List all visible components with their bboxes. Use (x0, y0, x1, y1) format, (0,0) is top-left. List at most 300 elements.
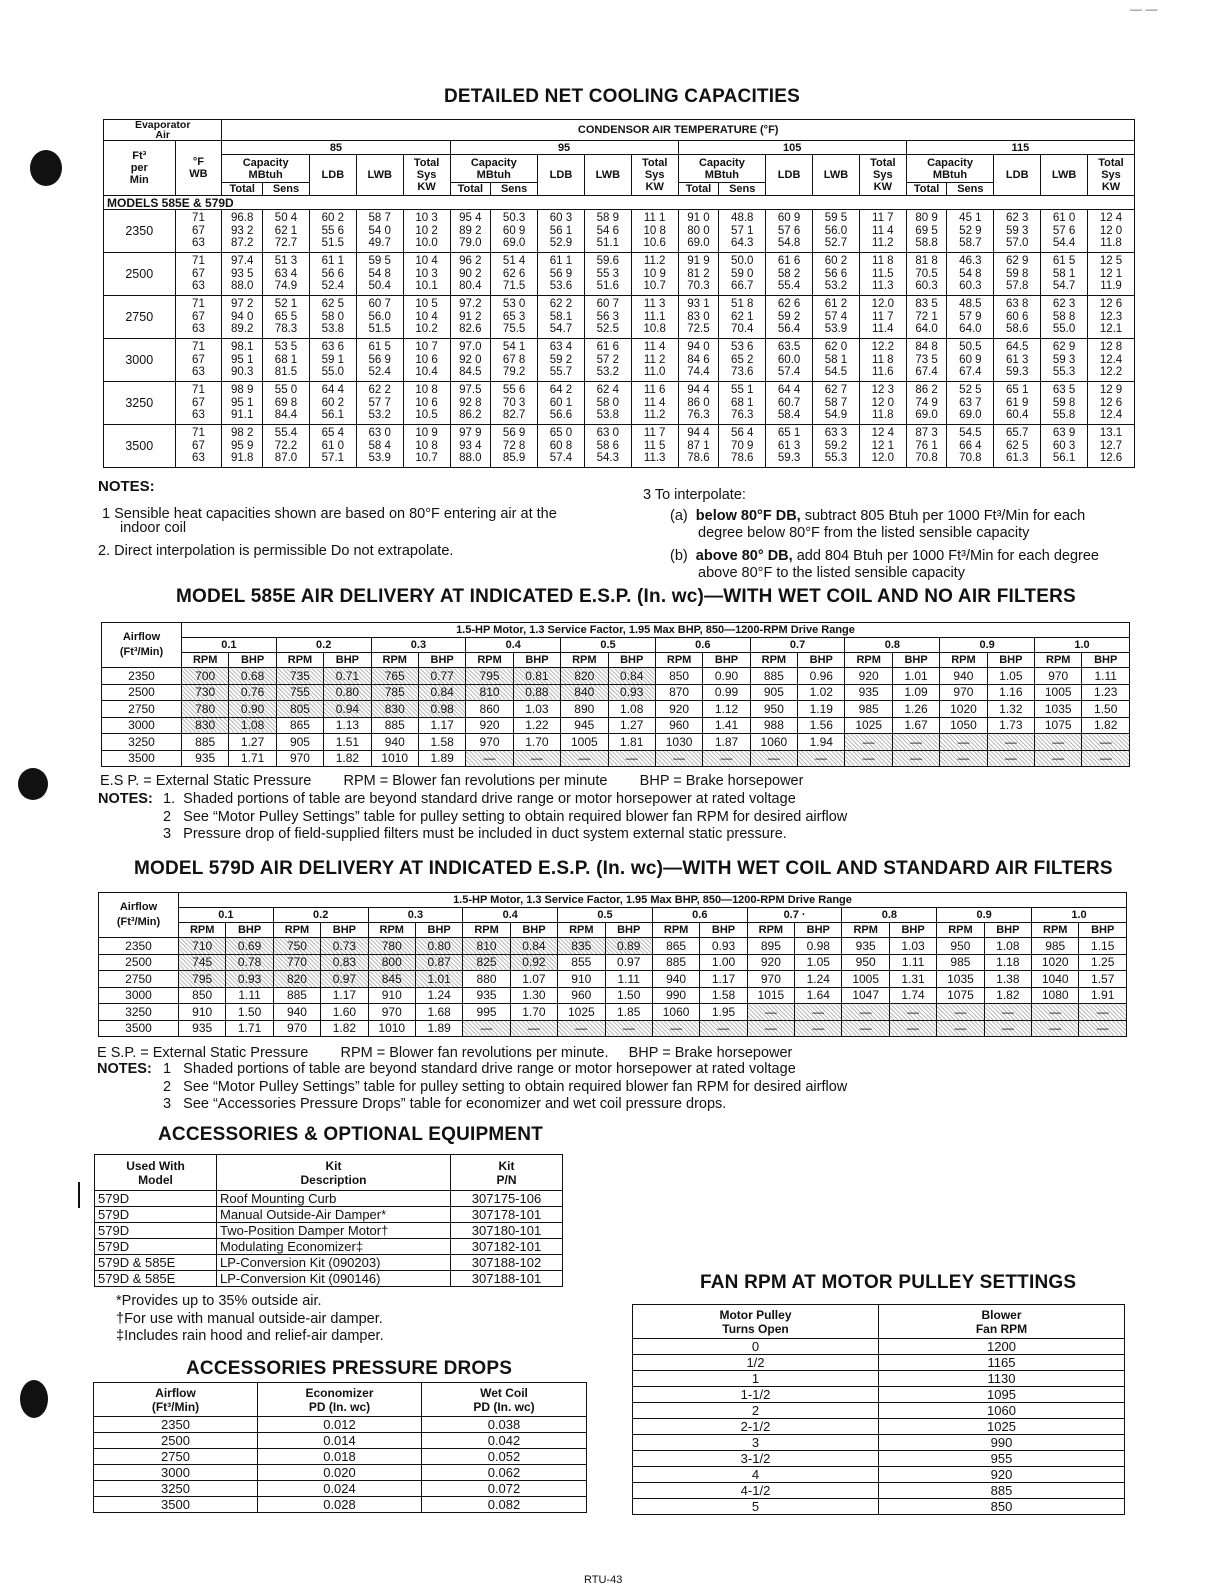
delivery-579d-legend: E S.P. = External Static Pressure RPM = Blower fan revolutions per minute. BHP = Brake horsepower (97, 1045, 793, 1061)
accessories-table (94, 1154, 563, 1287)
bhp-value: 1.11 (226, 987, 273, 1004)
bhp-value: 1.31 (889, 971, 936, 988)
capacity-cell: 62 2 58.1 54.7 (538, 296, 585, 339)
bhp-header: BHP (321, 923, 368, 938)
capacity-cell: 53 5 68 1 81.5 (263, 339, 310, 382)
bhp-value: 0.84 (608, 668, 655, 685)
capacity-cell: 61 6 58 2 55.4 (766, 253, 813, 296)
rpm-header: RPM (463, 923, 510, 938)
capacity-cell: 11 7 11 5 11.3 (631, 425, 678, 468)
fan-rpm-value: 850 (879, 1499, 1125, 1515)
rpm-value: 935 (182, 750, 229, 767)
rpm-value: — (1032, 1004, 1079, 1021)
rpm-value: 940 (652, 971, 699, 988)
total-header: Total (906, 183, 947, 196)
bhp-value: 1.07 (510, 971, 557, 988)
capacity-cell: 63 3 59.2 55.3 (813, 425, 860, 468)
airflow-value: 2350 (102, 668, 182, 685)
total-header: Total (222, 183, 263, 196)
table-row (99, 987, 1127, 1004)
rpm-value: 920 (655, 701, 702, 718)
rpm-value: 935 (179, 1020, 226, 1037)
delivery-579d-note-2: 2 See “Motor Pulley Settings” table for pulley setting to obtain required blower fan RPM for desired airflow (163, 1079, 848, 1095)
capacity-cell: 12.0 11 7 11.4 (859, 296, 906, 339)
rpm-value: 1010 (371, 750, 418, 767)
capacity-cell: 59 5 56.0 52.7 (813, 210, 860, 253)
capacity-cell: 62 0 58 1 54.5 (813, 339, 860, 382)
capacity-cell: 94 0 84 6 74.4 (678, 339, 719, 382)
models-label: MODELS 585E & 579D (104, 196, 1135, 210)
table-row (633, 1435, 1125, 1451)
rpm-value: 935 (463, 987, 510, 1004)
delivery-579d-note-1: 1 Shaded portions of table are beyond standard drive range or motor horsepower at rated voltage (163, 1061, 796, 1077)
wb-values: 71 67 63 (175, 425, 222, 468)
table-row (95, 1191, 563, 1207)
capacity-cell: 87 3 76 1 70.8 (906, 425, 947, 468)
rpm-value: — (466, 750, 513, 767)
airflow-header: Airflow (Ft³/Min) (99, 893, 179, 938)
bhp-value: 1.05 (795, 954, 842, 971)
capacity-cell: 63 9 60 3 56.1 (1041, 425, 1088, 468)
ldb-header: LDB (538, 155, 585, 196)
bhp-value: — (703, 750, 750, 767)
rpm-value: 1035 (1035, 701, 1082, 718)
bhp-value: — (1079, 1020, 1127, 1037)
note-1: 1 Sensible heat capacities shown are based on 80°F entering air at the (102, 506, 557, 522)
capacity-cell: 12 4 12 0 11.8 (1088, 210, 1135, 253)
capacity-cell: 97.4 93 5 88.0 (222, 253, 263, 296)
capacity-cell: 53 0 65 3 75.5 (491, 296, 538, 339)
economizer-pd: 0.024 (258, 1481, 422, 1497)
capacity-cell: 54.5 66 4 70.8 (947, 425, 994, 468)
rpm-value: 1047 (842, 987, 889, 1004)
capacity-cell: 51 4 62 6 71.5 (491, 253, 538, 296)
bhp-value: — (798, 750, 845, 767)
bhp-value: — (510, 1020, 557, 1037)
rpm-value: 700 (182, 668, 229, 685)
rpm-value: 880 (463, 971, 510, 988)
rpm-value: 885 (182, 734, 229, 751)
ldb-header: LDB (994, 155, 1041, 196)
delivery-579d-notes-label: NOTES: (97, 1061, 152, 1077)
capacity-cell: 95 4 89 2 79.0 (450, 210, 491, 253)
condenser-temp: 115 (906, 141, 1134, 155)
capacity-cell: 10 7 10 6 10.4 (403, 339, 450, 382)
bhp-value: 0.88 (513, 684, 560, 701)
capacity-cell: 11 8 11.5 11.3 (859, 253, 906, 296)
esp-header: 0.9 (937, 908, 1032, 923)
bhp-value: 0.69 (226, 938, 273, 955)
bhp-value: 1.18 (984, 954, 1031, 971)
rpm-value: 850 (655, 668, 702, 685)
rpm-value: 835 (558, 938, 605, 955)
capacity-cell: 62 3 59 3 57.0 (994, 210, 1041, 253)
bhp-header: BHP (889, 923, 936, 938)
fan-rpm-value: 990 (879, 1435, 1125, 1451)
capacity-cell: 61 1 56 9 53.6 (538, 253, 585, 296)
capacity-cell: 11 6 11 4 11.2 (631, 382, 678, 425)
rpm-value: 970 (368, 1004, 415, 1021)
bhp-value: — (795, 1004, 842, 1021)
bhp-header: BHP (987, 653, 1034, 668)
ldb-header: LDB (766, 155, 813, 196)
capacity-cell: 91 0 80 0 69.0 (678, 210, 719, 253)
capacity-cell: 61 2 57 4 53.9 (813, 296, 860, 339)
airflow-header: Airflow (Ft³/Min) (94, 1383, 258, 1417)
rpm-value: — (1035, 750, 1082, 767)
rpm-value: — (558, 1020, 605, 1037)
accessories-footnote-2: †For use with manual outside-air damper. (116, 1311, 383, 1327)
capacity-cell: 11 4 11 2 11.0 (631, 339, 678, 382)
bhp-value: 1.51 (324, 734, 371, 751)
rpm-value: 985 (1032, 938, 1079, 955)
kit-pn-header: Kit P/N (451, 1155, 563, 1191)
total-header: Total (678, 183, 719, 196)
capacity-cell: 51 3 63 4 74.9 (263, 253, 310, 296)
rpm-value: 830 (371, 701, 418, 718)
capacity-cell: 10 3 10 2 10.0 (403, 210, 450, 253)
bhp-value: 1.17 (700, 971, 747, 988)
margin-bar (78, 1182, 80, 1208)
model-value: 579D & 585E (95, 1271, 217, 1287)
bhp-value: 1.01 (415, 971, 462, 988)
note-3a-cont: degree below 80°F from the listed sensible capacity (698, 525, 1030, 541)
rpm-value: 935 (845, 684, 892, 701)
rpm-header: RPM (558, 923, 605, 938)
bhp-value: 1.23 (1082, 684, 1130, 701)
turns-open-value: 2 (633, 1403, 879, 1419)
bhp-value: 0.98 (418, 701, 465, 718)
wb-header: °F WB (175, 141, 222, 196)
rpm-value: 920 (466, 717, 513, 734)
table-row (95, 1239, 563, 1255)
rpm-value: 820 (561, 668, 608, 685)
airflow-value: 2750 (94, 1449, 258, 1465)
cooling-notes (98, 478, 1158, 588)
esp-header: 0.1 (179, 908, 274, 923)
rpm-value: 950 (937, 938, 984, 955)
bhp-value: 0.68 (229, 668, 276, 685)
rpm-value: 940 (940, 668, 987, 685)
wb-values: 71 67 63 (175, 382, 222, 425)
rpm-value: 970 (276, 750, 323, 767)
rpm-header: RPM (1032, 923, 1079, 938)
capacity-cell: 56 4 70 9 78.6 (719, 425, 766, 468)
economizer-pd: 0.014 (258, 1433, 422, 1449)
turns-open-value: 1-1/2 (633, 1387, 879, 1403)
bhp-value: 1.64 (795, 987, 842, 1004)
rpm-value: 1075 (937, 987, 984, 1004)
bhp-value: — (987, 734, 1034, 751)
wet-coil-pd: 0.038 (422, 1417, 587, 1433)
table-row (95, 1271, 563, 1287)
motor-header: 1.5-HP Motor, 1.3 Service Factor, 1.95 Max BHP, 850—1200-RPM Drive Range (179, 893, 1127, 908)
airflow-value: 2350 (99, 938, 179, 955)
rpm-value: 970 (273, 1020, 320, 1037)
turns-open-value: 3-1/2 (633, 1451, 879, 1467)
bhp-value: 1.41 (703, 717, 750, 734)
capacity-cell: 65 1 61 9 60.4 (994, 382, 1041, 425)
capacity-cell: 61 5 56 9 52.4 (356, 339, 403, 382)
esp-header: 0.2 (276, 638, 371, 653)
fan-rpm-value: 1130 (879, 1371, 1125, 1387)
rpm-value: 755 (276, 684, 323, 701)
capacity-cell: 60 7 56 3 52.5 (584, 296, 631, 339)
bhp-header: BHP (703, 653, 750, 668)
motor-header: 1.5-HP Motor, 1.3 Service Factor, 1.95 Max BHP, 850—1200-RPM Drive Range (182, 623, 1130, 638)
bhp-value: 1.15 (1079, 938, 1127, 955)
table-row (102, 684, 1130, 701)
table-row (104, 196, 1135, 210)
bhp-value: 1.24 (415, 987, 462, 1004)
table-row (633, 1305, 1125, 1339)
top-mark: — — (1130, 2, 1158, 16)
rpm-value: 840 (561, 684, 608, 701)
capacity-cell: 12 9 12 6 12.4 (1088, 382, 1135, 425)
rpm-value: — (940, 750, 987, 767)
rpm-header: RPM (371, 653, 418, 668)
table-row (104, 253, 1135, 296)
capacity-cell: 45 1 52 9 58.7 (947, 210, 994, 253)
rpm-value: — (463, 1020, 510, 1037)
capacity-cell: 98 2 95 9 91.8 (222, 425, 263, 468)
table-row (633, 1339, 1125, 1355)
accessories-footnote-3: ‡Includes rain hood and relief-air damper. (116, 1328, 384, 1344)
rpm-header: RPM (179, 923, 226, 938)
rpm-value: — (747, 1020, 794, 1037)
rpm-value: 995 (463, 1004, 510, 1021)
kit-pn: 307178-101 (451, 1207, 563, 1223)
kit-pn: 307188-102 (451, 1255, 563, 1271)
bhp-value: 0.73 (321, 938, 368, 955)
bhp-value: 1.60 (321, 1004, 368, 1021)
total-header: Total (450, 183, 491, 196)
table-row (99, 954, 1127, 971)
capacity-cell: 46.3 54 8 60.3 (947, 253, 994, 296)
punch-hole-bottom (20, 1380, 48, 1418)
bhp-value: 0.97 (605, 954, 652, 971)
airflow-value: 3500 (99, 1020, 179, 1037)
model-header: Used With Model (95, 1155, 217, 1191)
capacity-cell: 64 2 60 1 56.6 (538, 382, 585, 425)
rpm-value: 1030 (655, 734, 702, 751)
fan-rpm-value: 1165 (879, 1355, 1125, 1371)
bhp-value: 1.50 (605, 987, 652, 1004)
bhp-header: BHP (798, 653, 845, 668)
turns-open-header: Motor Pulley Turns Open (633, 1305, 879, 1339)
condenser-temp: 105 (678, 141, 906, 155)
capacity-cell: 93 1 83 0 72.5 (678, 296, 719, 339)
fan-rpm-value: 1060 (879, 1403, 1125, 1419)
table-row (633, 1403, 1125, 1419)
rpm-value: 765 (371, 668, 418, 685)
capacity-cell: 63 0 58 6 54.3 (584, 425, 631, 468)
airflow-value: 3000 (99, 987, 179, 1004)
capacity-cell: 10 9 10 8 10.7 (403, 425, 450, 468)
bhp-header: BHP (226, 923, 273, 938)
bhp-header: BHP (1082, 653, 1130, 668)
airflow-value: 2500 (102, 684, 182, 701)
economizer-pd: 0.028 (258, 1497, 422, 1513)
capacity-cell: 97.0 92 0 84.5 (450, 339, 491, 382)
capacity-cell: 58 9 54 6 51.1 (584, 210, 631, 253)
bhp-value: — (1082, 734, 1130, 751)
capacity-cell: 64.5 61 3 59.3 (994, 339, 1041, 382)
capacity-cell: 60 9 57 6 54.8 (766, 210, 813, 253)
economizer-header: Economizer PD (In. wc) (258, 1383, 422, 1417)
wet-coil-pd: 0.072 (422, 1481, 587, 1497)
table-row (104, 382, 1135, 425)
note-3: 3 To interpolate: (643, 487, 746, 503)
capacity-cell: 62 9 59 3 55.3 (1041, 339, 1088, 382)
bhp-value: 0.77 (418, 668, 465, 685)
airflow-value: 3000 (94, 1465, 258, 1481)
rpm-value: 940 (273, 1004, 320, 1021)
bhp-value: 1.74 (889, 987, 936, 1004)
capacity-cell: 50.5 60 9 67.4 (947, 339, 994, 382)
bhp-value: 1.17 (418, 717, 465, 734)
accessories-title: ACCESSORIES & OPTIONAL EQUIPMENT (158, 1124, 544, 1145)
table-row (99, 923, 1127, 938)
kit-pn: 307175-106 (451, 1191, 563, 1207)
bhp-value: 0.84 (418, 684, 465, 701)
esp-header: 0.4 (463, 908, 558, 923)
capacity-cell: 10 5 10 4 10.2 (403, 296, 450, 339)
rpm-value: 885 (371, 717, 418, 734)
rpm-value: 1060 (750, 734, 797, 751)
fan-rpm-value: 1025 (879, 1419, 1125, 1435)
bhp-value: 0.99 (703, 684, 750, 701)
rpm-value: 970 (747, 971, 794, 988)
capacity-cell: 60 2 55 6 51.5 (309, 210, 356, 253)
table-row (104, 339, 1135, 382)
capacity-cell: 59.6 55 3 51.6 (584, 253, 631, 296)
lwb-header: LWB (356, 155, 403, 196)
rpm-header: RPM (273, 923, 320, 938)
bhp-value: 0.84 (510, 938, 557, 955)
airflow-value: 3500 (104, 425, 176, 468)
bhp-value: 1.03 (889, 938, 936, 955)
bhp-value: 0.93 (700, 938, 747, 955)
table-row (95, 1155, 563, 1191)
kit-pn: 307180-101 (451, 1223, 563, 1239)
capacity-cell: 64 4 60.7 58.4 (766, 382, 813, 425)
capacity-cell: 65 4 61 0 57.1 (309, 425, 356, 468)
turns-open-value: 3 (633, 1435, 879, 1451)
capacity-cell: 84 8 73 5 67.4 (906, 339, 947, 382)
esp-header: 0.6 (652, 908, 747, 923)
bhp-value: 1.91 (1079, 987, 1127, 1004)
table-row (104, 155, 1135, 183)
rpm-value: 988 (750, 717, 797, 734)
capacity-cell: 61 6 57 2 53.2 (584, 339, 631, 382)
bhp-value: 1.82 (321, 1020, 368, 1037)
punch-hole-top (30, 150, 62, 186)
rpm-value: — (1032, 1020, 1079, 1037)
capacity-cell: 80 9 69 5 58.8 (906, 210, 947, 253)
table-row (94, 1433, 587, 1449)
table-row (104, 425, 1135, 468)
rpm-value: 910 (179, 1004, 226, 1021)
wb-values: 71 67 63 (175, 296, 222, 339)
capacity-cell: 97.5 92 8 86.2 (450, 382, 491, 425)
pressure-drops-title: ACCESSORIES PRESSURE DROPS (186, 1358, 513, 1379)
rpm-value: 780 (182, 701, 229, 718)
rpm-value: 805 (276, 701, 323, 718)
note-3b: (b) above 80° DB, add 804 Btuh per 1000 Ft³/Min for each degree (670, 548, 1099, 564)
bhp-value: 1.57 (1079, 971, 1127, 988)
airflow-value: 2350 (104, 210, 176, 253)
capacity-cell: 54 1 67 8 79.2 (491, 339, 538, 382)
capacity-cell: 13.1 12.7 12.6 (1088, 425, 1135, 468)
bhp-value: — (892, 750, 939, 767)
bhp-header: BHP (418, 653, 465, 668)
rpm-value: 825 (463, 954, 510, 971)
bhp-value: 1.08 (608, 701, 655, 718)
capacity-cell: 60 7 56.0 51.5 (356, 296, 403, 339)
capacity-cell: 11.2 10 9 10.7 (631, 253, 678, 296)
rpm-value: 745 (179, 954, 226, 971)
bhp-value: 1.82 (984, 987, 1031, 1004)
bhp-value: — (513, 750, 560, 767)
bhp-value: 1.26 (892, 701, 939, 718)
capacity-cell: 55.4 72.2 87.0 (263, 425, 310, 468)
table-row (95, 1223, 563, 1239)
capacity-cell: 61 0 57 6 54.4 (1041, 210, 1088, 253)
capacity-cell: 12 8 12.4 12.2 (1088, 339, 1135, 382)
bhp-value: 1.11 (605, 971, 652, 988)
sens-header: Sens (719, 183, 766, 196)
rpm-value: 810 (463, 938, 510, 955)
delivery-585e-note-2: 2 See “Motor Pulley Settings” table for pulley setting to obtain required blower fan RPM for desired airflow (163, 809, 848, 825)
wb-values: 71 67 63 (175, 210, 222, 253)
model-value: 579D & 585E (95, 1255, 217, 1271)
airflow-value: 2750 (104, 296, 176, 339)
lwb-header: LWB (813, 155, 860, 196)
notes-heading: NOTES: (98, 478, 155, 495)
model-value: 579D (95, 1223, 217, 1239)
airflow-value: 3000 (102, 717, 182, 734)
esp-header: 1.0 (1035, 638, 1130, 653)
rpm-header: RPM (276, 653, 323, 668)
rpm-value: 950 (842, 954, 889, 971)
bhp-value: — (1079, 1004, 1127, 1021)
rpm-value: 870 (655, 684, 702, 701)
table-row (99, 893, 1127, 908)
bhp-value: 1.08 (984, 938, 1031, 955)
model-value: 579D (95, 1191, 217, 1207)
esp-header: 0.2 (273, 908, 368, 923)
bhp-value: — (605, 1020, 652, 1037)
rpm-value: 780 (368, 938, 415, 955)
capacity-cell: 12 5 12 1 11.9 (1088, 253, 1135, 296)
delivery-585e-legend: E.S P. = External Static Pressure RPM = Blower fan revolutions per minute BHP = Brake horsepower (100, 773, 804, 789)
delivery-585e-title: MODEL 585E AIR DELIVERY AT INDICATED E.S.P. (In. wc)—WITH WET COIL AND NO AIR FILTERS (176, 586, 1076, 607)
kit-description: Modulating Economizer‡ (217, 1239, 451, 1255)
rpm-value: — (940, 734, 987, 751)
bhp-value: 1.87 (703, 734, 750, 751)
rpm-value: 770 (273, 954, 320, 971)
rpm-value: 890 (561, 701, 608, 718)
bhp-value: 1.11 (1082, 668, 1130, 685)
wet-coil-pd: 0.052 (422, 1449, 587, 1465)
delivery-579d-note-3: 3 See “Accessories Pressure Drops” table for economizer and wet coil pressure drops. (163, 1096, 727, 1112)
bhp-value: — (700, 1020, 747, 1037)
table-row (104, 120, 1135, 141)
rpm-value: 985 (937, 954, 984, 971)
bhp-value: 0.81 (513, 668, 560, 685)
bhp-value: 1.22 (513, 717, 560, 734)
